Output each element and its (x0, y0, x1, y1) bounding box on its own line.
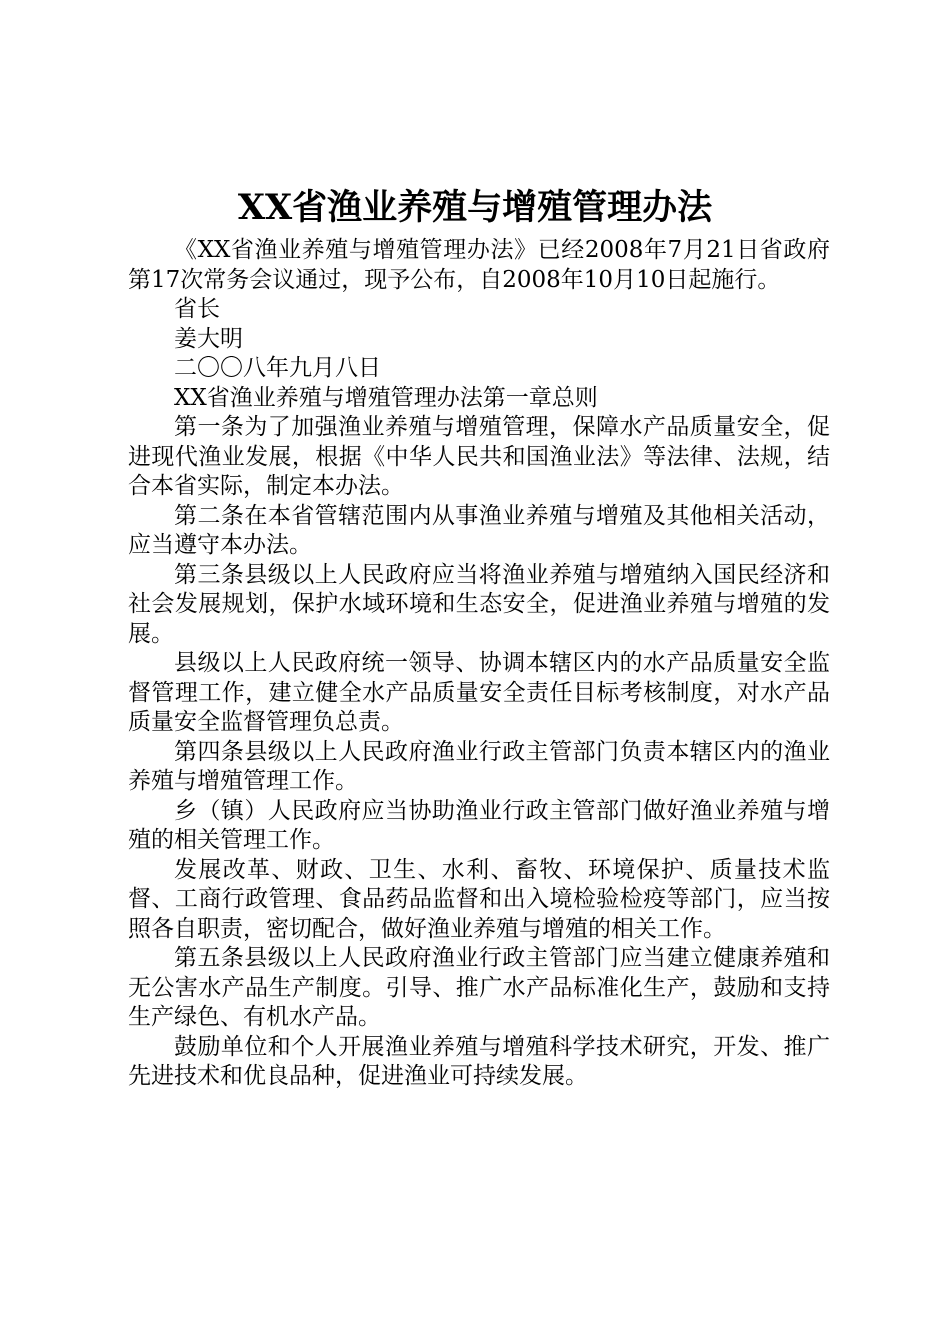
promulgation-paragraph: 《XX省渔业养殖与增殖管理办法》已经2008年7月21日省政府第17次常务会议通过，现予公布，自2008年10月10日起施行。 (128, 237, 830, 293)
article-4-clause-2: 乡（镇）人民政府应当协助渔业行政主管部门做好渔业养殖与增殖的相关管理工作。 (128, 797, 830, 853)
article-4-clause-3: 发展改革、财政、卫生、水利、畜牧、环境保护、质量技术监督、工商行政管理、食品药品监督和出入境检验检疫等部门，应当按照各自职责，密切配合，做好渔业养殖与增殖的相关工作。 (128, 856, 830, 942)
signer-name: 姜大明 (174, 325, 243, 352)
chapter-heading: XX省渔业养殖与增殖管理办法第一章总则 (174, 384, 598, 411)
document-body (128, 236, 830, 1092)
signing-date: 二〇〇八年九月八日 (174, 355, 381, 381)
article-5-clause-2: 鼓励单位和个人开展渔业养殖与增殖科学技术研究，开发、推广先进技术和优良品种，促进渔业可持续发展。 (128, 1033, 830, 1089)
article-2: 第二条在本省管辖范围内从事渔业养殖与增殖及其他相关活动，应当遵守本办法。 (128, 502, 830, 558)
article-1: 第一条为了加强渔业养殖与增殖管理，保障水产品质量安全，促进现代渔业发展，根据《中华人民共和国渔业法》等法律、法规，结合本省实际，制定本办法。 (128, 414, 830, 499)
article-3: 第三条县级以上人民政府应当将渔业养殖与增殖纳入国民经济和社会发展规划，保护水域环境和生态安全，促进渔业养殖与增殖的发展。 (128, 561, 830, 647)
signer-title: 省长 (174, 296, 220, 322)
article-3-clause-2: 县级以上人民政府统一领导、协调本辖区内的水产品质量安全监督管理工作，建立健全水产品质量安全责任目标考核制度，对水产品质量安全监督管理负总责。 (128, 650, 830, 735)
article-4: 第四条县级以上人民政府渔业行政主管部门负责本辖区内的渔业养殖与增殖管理工作。 (128, 738, 830, 794)
article-5: 第五条县级以上人民政府渔业行政主管部门应当建立健康养殖和无公害水产品生产制度。引导、推广水产品标准化生产，鼓励和支持生产绿色、有机水产品。 (128, 945, 830, 1030)
document-title: XX省渔业养殖与增殖管理办法 (237, 187, 713, 228)
